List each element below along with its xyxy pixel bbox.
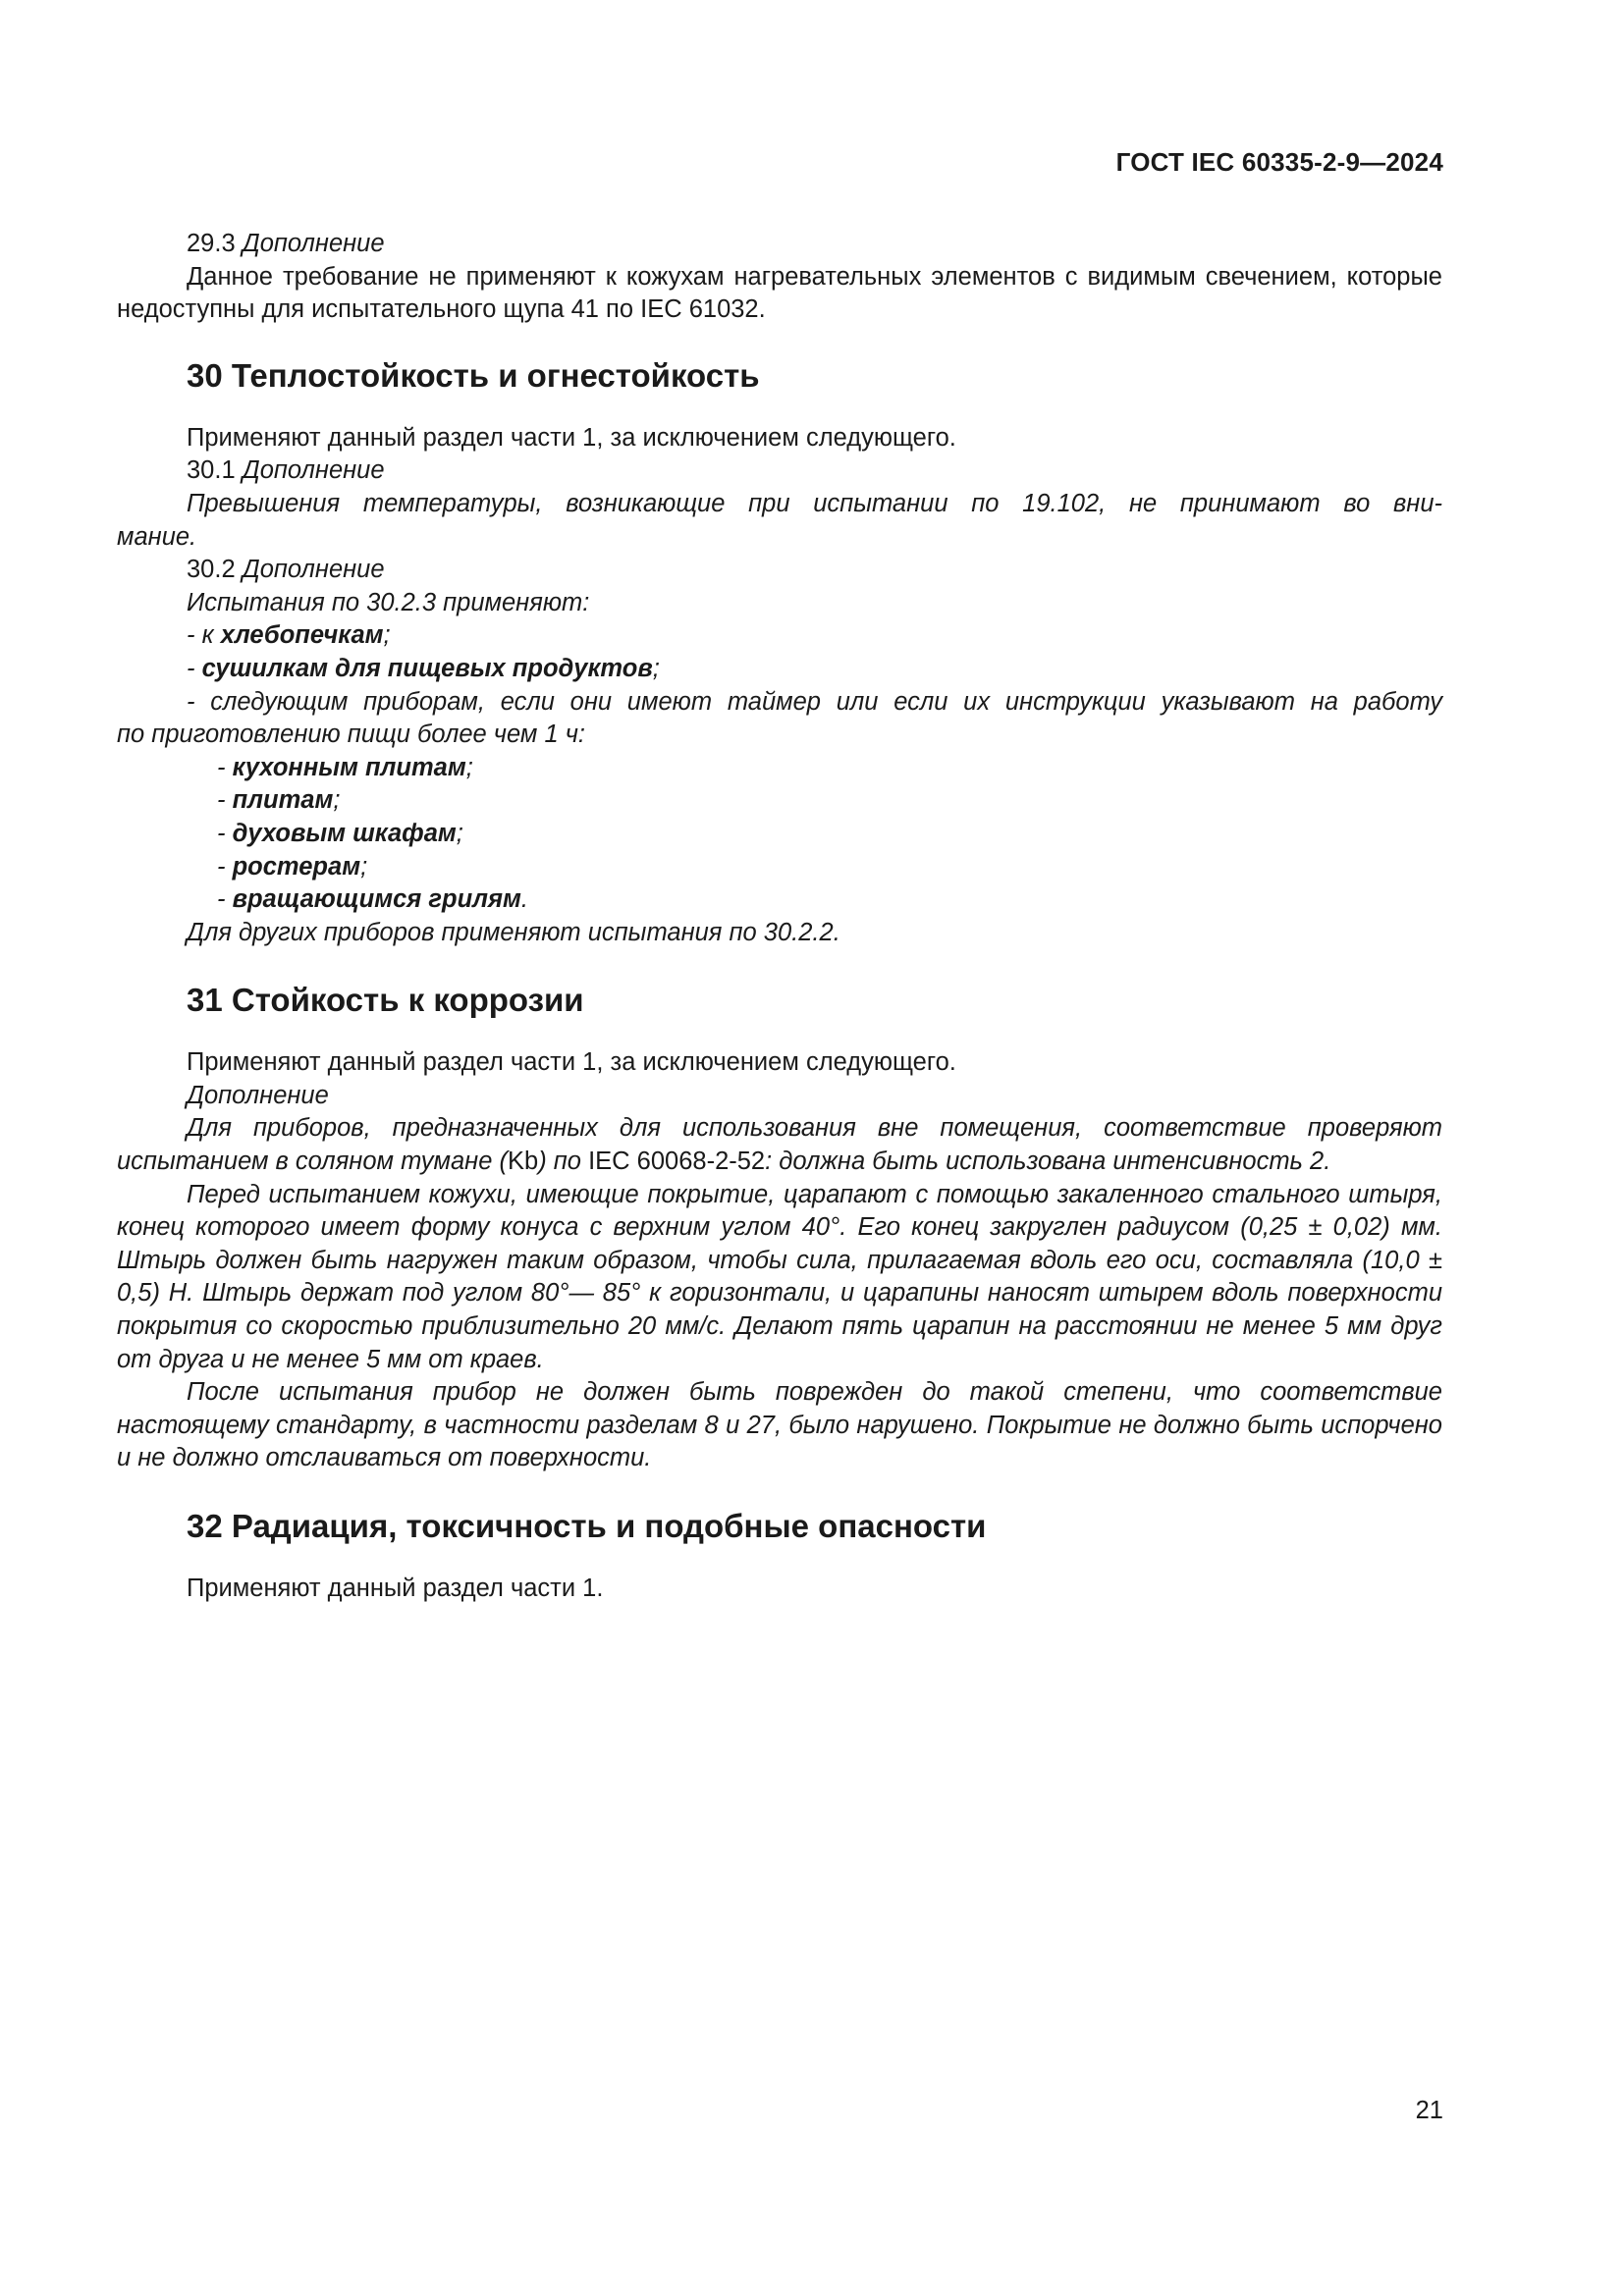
list-item: - сушилкам для пищевых продуктов; [187, 654, 660, 682]
clause-30-1-text-line2: мание. [117, 522, 197, 551]
defined-term: плитам [232, 786, 334, 815]
section-30-closing: Для других приборов применяют испытания по 30.2.2. [187, 918, 840, 946]
clause-30-2-heading [117, 554, 1442, 587]
test-code: Kb [507, 1148, 539, 1176]
clause-number: 30.1 [187, 456, 236, 485]
sub-list-item: - духовым шкафам; [217, 819, 463, 847]
section-32-intro: Применяют данный раздел части 1. [187, 1575, 604, 1602]
clause-30-1-heading [117, 454, 1442, 488]
page-content [117, 228, 1442, 1606]
list-item: - к хлебопечкам; [187, 621, 391, 650]
clause-29-3-text: Данное требование не применяют к кожухам нагревательных элементов с видимым свечением, которые недоступны для испытательного щупа 41 по IEC 61032. [117, 262, 1442, 324]
clause-label: Дополнение [242, 230, 385, 257]
clause-number: 30.2 [187, 556, 236, 584]
page-number: 21 [1415, 2097, 1443, 2124]
defined-term: ростерам [232, 852, 361, 881]
section-30-intro: Применяют данный раздел части 1, за исключением следующего. [187, 423, 956, 452]
list-item-line1: - следующим приборам, если они имеют таймер или если их инструкции указывают на работу [187, 687, 1442, 716]
section-31-paragraph-1: Для приборов, предназначенных для использования вне помещения, соответствие проверяют испытанием в соляном тумане (Kb) по IEC 60068-2-52: должна быть использована интенсивность 2. [117, 1114, 1442, 1176]
list-item-line2: по приготовлению пищи более чем 1 ч: [117, 721, 585, 749]
sub-list-item: - кухонным плитам; [217, 753, 473, 781]
clause-29-3-heading [117, 228, 1442, 261]
clause-30-2-lead: Испытания по 30.2.3 применяют: [187, 588, 590, 616]
clause-number: 29.3 [187, 230, 236, 257]
section-31-title: 31 Стойкость к коррозии [187, 982, 584, 1019]
section-32-title: 32 Радиация, токсичность и подобные опасности [187, 1508, 987, 1544]
defined-term: сушилкам для пищевых продуктов [201, 654, 653, 682]
document-id-header: ГОСТ IEC 60335-2-9—2024 [1115, 147, 1443, 177]
clause-label: Дополнение [242, 456, 385, 485]
defined-term: хлебопечкам [220, 621, 384, 650]
standard-reference: IEC 60068-2-52 [588, 1148, 766, 1176]
sub-list-item: - ростерам; [217, 852, 368, 881]
sub-list-item: - плитам; [217, 786, 341, 815]
section-31-paragraph-2: Перед испытанием кожухи, имеющие покрытие, царапают с помощью закаленного стального штыря, конец которого имеет форму конуса с верхним углом 40°. Его конец закруглен радиусом (0,25 ± 0,02) мм. Штырь должен быть нагружен таким образом, чтобы сила, прилагаемая вдоль его оси, составляла (10,0 ± 0,5) Н. Штырь держат под углом 80°— 85° к горизонтали, и царапины наносят штырем вдоль поверхности покрытия со скоростью приблизительно 20 мм/с. Делают пять царапин на расстоянии не менее 5 мм друг от друга и не менее 5 мм от краев. [117, 1180, 1442, 1373]
sub-list-item: - вращающимся грилям. [217, 885, 528, 914]
section-30-title: 30 Теплостойкость и огнестойкость [187, 356, 760, 394]
clause-label: Дополнение [242, 556, 385, 584]
defined-term: вращающимся грилям [232, 885, 521, 914]
section-31-paragraph-3: После испытания прибор не должен быть поврежден до такой степени, что соответствие настоящему стандарту, в частности разделам 8 и 27, было нарушено. Покрытие не должно быть испорчено и не должно отслаиваться от поверхности. [117, 1378, 1442, 1472]
defined-term: кухонным плитам [232, 753, 466, 781]
defined-term: духовым шкафам [232, 819, 457, 847]
section-31-label: Дополнение [187, 1081, 329, 1109]
section-31-intro: Применяют данный раздел части 1, за исключением следующего. [187, 1048, 956, 1077]
clause-30-1-text-line1: Превышения температуры, возникающие при испытании по 19.102, не принимают во вни- [187, 489, 1442, 517]
